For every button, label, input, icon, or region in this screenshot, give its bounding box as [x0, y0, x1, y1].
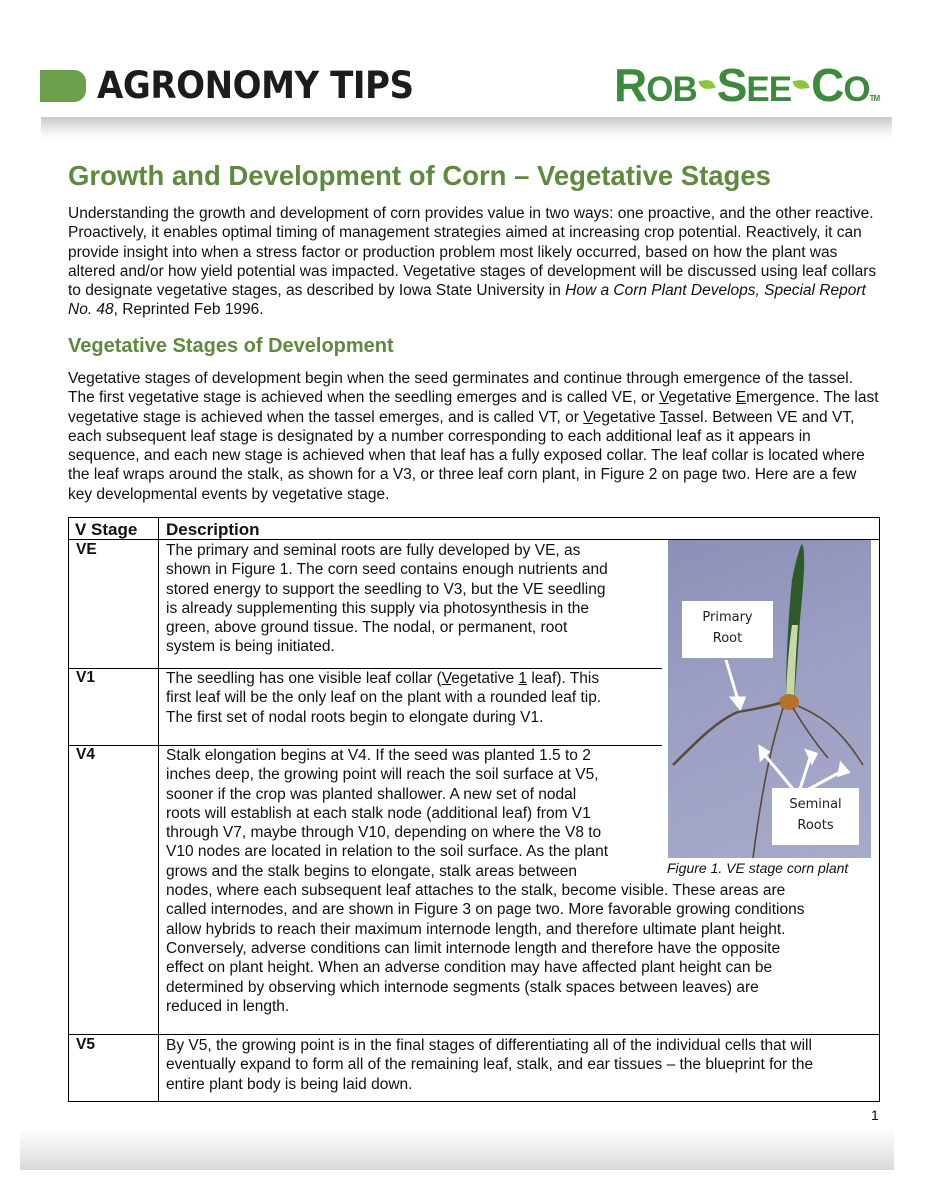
- figure-caption: Figure 1. VE stage corn plant: [667, 860, 849, 876]
- column-divider: [158, 518, 159, 1101]
- label-primary-root: Primary Root: [682, 601, 773, 658]
- description-v1: The seedling has one visible leaf collar (Vegetative 1 leaf). This first leaf will be the only leaf on the plant with a rounded leaf tip. The first set of nodal roots begin to elongate during V1.: [166, 670, 602, 726]
- leaf-icon: [698, 79, 715, 90]
- stage-v1: V1: [76, 669, 95, 686]
- section-heading: Vegetative Stages of Development: [68, 335, 394, 357]
- footer-shade: [20, 1128, 894, 1170]
- leaf-icon: [793, 79, 810, 90]
- page-header: [0, 0, 930, 140]
- page-number: 1: [871, 1107, 879, 1123]
- row-divider: [69, 1034, 879, 1035]
- description-v4: Stalk elongation begins at V4. If the seed was planted 1.5 to 2 inches deep, the growing point will reach the soil surface at V5, sooner if the crop was planted shallower. A new set of nodal roots will establish at each stalk node (additional leaf) from V1 through V7, maybe through V10, depending on where the V8 to V10 nodes are located in relation to the soil surface. As the plant grows and the stalk begins to elongate, stalk areas between nodes, where each subsequent leaf attaches to the stalk, become visible. These areas are called internodes, and are shown in Figure 3 on page two. More favorable growing conditions allow hybrids to reach their maximum internode length, and therefore ultimate plant height. Conversely, adverse conditions can limit internode length and therefore have the opposite effect on plant height. When an adverse condition may have affected plant height can be determined by observing which internode segments (stalk spaces between leaves) are reduced in length.: [166, 747, 805, 1015]
- stage-ve: VE: [76, 541, 97, 558]
- section-paragraph: Vegetative stages of development begin when the seed germinates and continue through emergence of the tassel. The first vegetative stage is achieved when the seedling emerges and is called VE, or Vegetative Emergence. The last vegetative stage is achieved when the tassel emerges, and is called VT, or Vegetative Tassel. Between VE and VT, each subsequent leaf stage is designated by a number corresponding to each additional leaf as it appears in sequence, and each new stage is achieved when that leaf has a fully exposed collar. The leaf collar is located where the leaf wraps around the stalk, as shown for a V3, or three leaf corn plant, in Figure 2 on page two. Here are a few key developmental events by vegetative stage.: [68, 370, 879, 503]
- description-ve: The primary and seminal roots are fully developed by VE, as shown in Figure 1. The corn seed contains enough nutrients and stored energy to support the seedling to V3, but the VE seedling is already supplementing this supply via photosynthesis in the green, above ground tissue. The nodal, or permanent, root system is being initiated.: [166, 542, 608, 656]
- label-seminal-roots: Seminal Roots: [772, 788, 859, 845]
- description-v5: By V5, the growing point is in the final stages of differentiating all of the individual cells that will eventually expand to form all of the remaining leaf, stalk, and ear tissues – the blueprint for the entire plant body is being laid down.: [166, 1037, 814, 1093]
- table-header-description: Description: [166, 520, 260, 539]
- table-header-stage: V Stage: [75, 520, 138, 539]
- stage-v5: V5: [76, 1036, 95, 1053]
- figure-ve-corn-plant: [668, 540, 871, 858]
- newsletter-title: AGRONOMY TIPS: [97, 64, 414, 107]
- document-title: Growth and Development of Corn – Vegetative Stages: [68, 160, 771, 191]
- header-accent-tab: [40, 70, 86, 102]
- header-divider-shade: [41, 117, 892, 139]
- intro-paragraph: Understanding the growth and development of corn provides value in two ways: one proactive, and the other reactive. Proactively, it enables optimal timing of management strategies aimed at increasing crop potential. Reactively, it can provide insight into when a stress factor or production problem most likely occurred, based on how the plant was altered and/or how yield potential was impacted. Vegetative stages of development will be discussed using leaf collars to designate vegetative stages, as described by Iowa State University in How a Corn Plant Develops, Special Report No. 48, Reprinted Feb 1996.: [68, 205, 877, 319]
- company-logo: ROB SEE COTM: [614, 59, 880, 111]
- stage-v4: V4: [76, 746, 95, 763]
